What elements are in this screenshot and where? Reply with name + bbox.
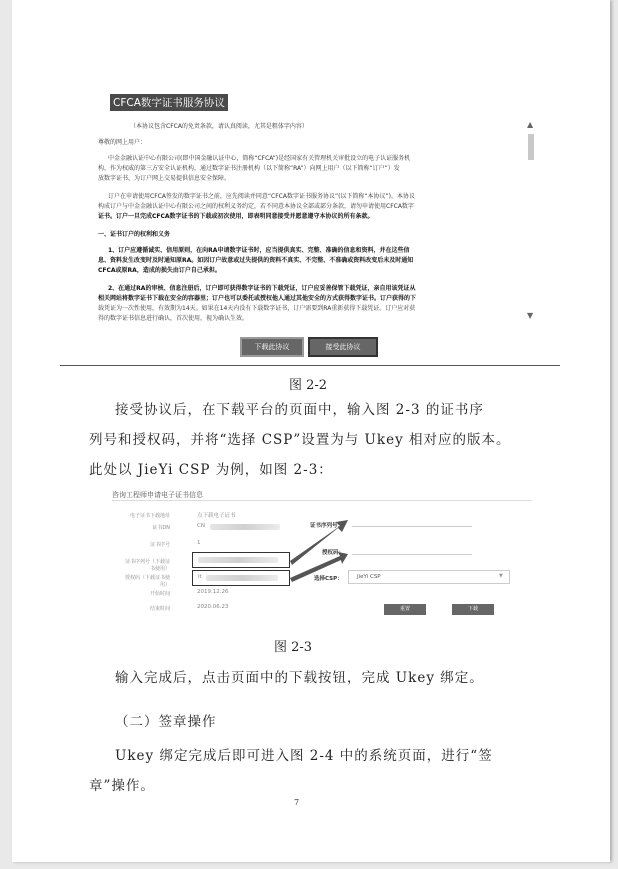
- agreement-text-line: 相关网站将数字证书下载在安全的容器里；订户也可以委托或授权他人通过其他安全的方式获得数字证书。订户获得的下: [98, 295, 417, 302]
- form-label: 电子证书下载地址: [129, 513, 170, 519]
- agreement-text-line: 息、资料发生改变时及时通知原RA。如因订户故意或过失提供的资料不真实、不完整、不准确或资料改变后未及时通知: [98, 257, 414, 264]
- agreement-text-line: 订户在申请使用CFCA签发的数字证书之前，应先阅读并同意“CFCA数字证书服务协议”(以下简称“本协议”)。本协议: [108, 193, 415, 200]
- download-agreement-button[interactable]: 下载此协议: [240, 337, 304, 357]
- agreement-text-line: 1、订户应遵循诚实、信用原则，在向RA申请数字证书时，应当提供真实、完整、准确的信息和资料，并在这些信: [108, 247, 410, 254]
- input-underline: [352, 526, 472, 527]
- agreement-title: CFCA数字证书服务协议: [110, 94, 228, 111]
- agreement-section-heading: 一、证书订户的权利和义务: [98, 231, 171, 238]
- callout-label: 授权码：: [322, 550, 345, 556]
- scroll-down-icon[interactable]: ▼: [527, 311, 534, 320]
- download-link[interactable]: 点下载电子证书: [197, 513, 236, 519]
- figure-agreement-screenshot: [90, 82, 538, 370]
- csp-select-value: JieYi CSP: [357, 574, 381, 580]
- chevron-down-icon: ▼: [499, 573, 503, 579]
- form-label: 证书DN: [152, 525, 170, 531]
- form-value: 2020.06.23: [197, 604, 229, 610]
- form-label: 证书序号: [149, 542, 170, 548]
- figure-divider: [60, 365, 560, 366]
- form-value: CN: [197, 523, 205, 529]
- agreement-text-line: 证书。订户一旦完成CFCA数字证书的下载或初次使用，即表明同意接受并愿意遵守本协议的所有条款。: [98, 213, 374, 220]
- figure-caption: 图 2-2: [289, 378, 328, 393]
- form-value: 1: [197, 540, 201, 546]
- figure-caption: 图 2-3: [274, 640, 313, 655]
- callout-label: 选择CSP：: [314, 576, 343, 582]
- agreement-greeting: 尊敬的网上用户：: [98, 139, 147, 146]
- form-label: 证书序列号（下载证书使用）: [124, 559, 170, 572]
- body-paragraph-line: 接受协议后，在下载平台的页面中，输入图 2-3 的证书序: [115, 402, 484, 418]
- body-paragraph-line: 章”操作。: [89, 778, 155, 794]
- csp-select[interactable]: [348, 570, 510, 584]
- agreement-text-line: 载凭证为一次性使用，有效期为14天。如果在14天内没有下载数字证书，订户需要到RA重新获得下载凭证。订户应对获: [98, 305, 416, 312]
- body-paragraph-line: 此处以 JieYi CSP 为例，如图 2-3：: [89, 462, 333, 478]
- agreement-text-line: 得的数字证书信息进行确认，首次使用，视为确认生效。: [98, 315, 249, 322]
- section-heading: （二）签章操作: [115, 714, 217, 730]
- agreement-text-line: 中金金融认证中心有限公司(即中国金融认证中心，简称“CFCA”)是经国家有关管理机关审批设立的电子认证服务机: [108, 155, 411, 162]
- agreement-text-line: 2、在通过RA的审核、信息注册后，订户即可获得数字证书的下载凭证，订户应妥善保管下载凭证，亲自用该凭证从: [108, 285, 416, 292]
- callout-label: 证书序列号：: [310, 523, 344, 529]
- document-page: [12, 0, 610, 862]
- agreement-notice: （本协议包含CFCA的免责条款，请认真阅读，尤其是粗体字内容）: [130, 123, 308, 130]
- agreement-text-line: CFCA或原RA，造成的损失由订户自己承担。: [98, 267, 221, 274]
- redacted-auth-code: [206, 575, 278, 581]
- body-paragraph-line: Ukey 绑定完成后即可进入图 2-4 中的系统页面，进行“签: [115, 748, 493, 764]
- agreement-scrollbar[interactable]: [526, 120, 536, 320]
- download-button[interactable]: 下载: [452, 604, 494, 615]
- redacted-serial: [198, 557, 278, 563]
- input-underline: [352, 554, 472, 555]
- reset-button[interactable]: 重置: [384, 604, 426, 615]
- redacted-value: [210, 524, 280, 530]
- accept-agreement-button[interactable]: 接受此协议: [308, 337, 378, 357]
- form-label: 结束时间: [149, 606, 170, 612]
- form-label: 开始时间: [149, 591, 170, 597]
- agreement-text-line: 放数字证书，为订户网上交易提供信息安全保障。: [98, 175, 231, 182]
- agreement-text-line: 构成订户与中金金融认证中心有限公司之间的权利义务约定，若不同意本协议全部或部分条款，请勿申请使用CFCA数字: [98, 203, 414, 210]
- body-paragraph-line: 列号和授权码，并将“选择 CSP”设置为与 Ukey 相对应的版本。: [89, 432, 511, 448]
- form-divider: [112, 500, 532, 501]
- form-title: 咨询工程师申请电子证书信息: [112, 491, 203, 499]
- agreement-text-line: 构，作为权威的第三方安全认证机构，通过数字证书注册机构（以下简称“RA”）向网上用户（以下简称“订户”）发: [98, 165, 400, 172]
- form-value: 2019.12.26: [197, 589, 229, 595]
- form-value: It: [198, 574, 202, 580]
- scroll-thumb[interactable]: [528, 134, 534, 160]
- form-label: 授权码（下载证书使用）: [124, 575, 170, 588]
- figure-certificate-form: [112, 490, 532, 625]
- body-paragraph-line: 输入完成后，点击页面中的下载按钮，完成 Ukey 绑定。: [115, 670, 484, 686]
- scroll-up-icon[interactable]: ▲: [527, 120, 534, 129]
- page-number: 7: [294, 798, 300, 807]
